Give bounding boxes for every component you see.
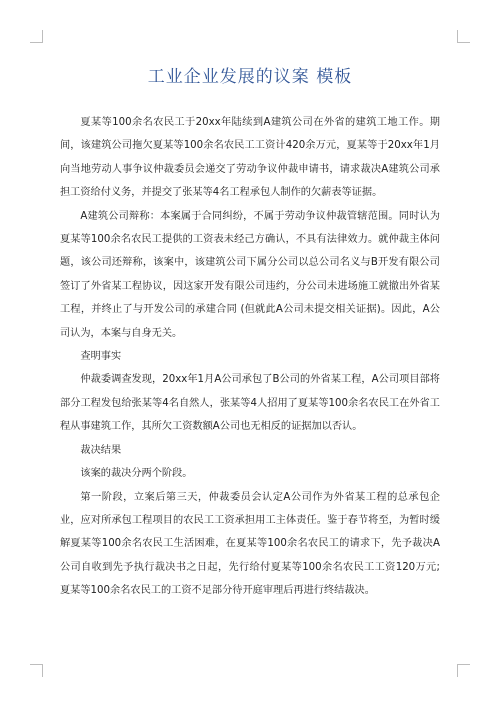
paragraph-ruling-stage-one: 第一阶段，立案后第三天，仲裁委员会认定A公司作为外省某工程的总承包企业，应对所承包工程项目的农民工工资承担用工主体责任。鉴于春节将至，为暂时缓解夏某等100余名农民工生活困难，在夏某等100余名农民工的请求下，先予裁决A公司自收到先予执行裁决书之日起，先行给付夏某等100余名农民工工资120万元; 夏某等100余名农民工的工资不足部分待开庭审理后再进行终结裁决。: [60, 491, 440, 597]
section-heading-ruling: 裁决结果: [80, 444, 122, 456]
paragraph-defense: A建筑公司辩称：本案属于合同纠纷，不属于劳动争议仲裁管辖范围。同时认为夏某等100余名农民工提供的工资表未经己方确认，不具有法律效力。就仲裁主体问题，该公司还辩称，该案中，该建筑公司下属分公司以总公司名义与B开发有限公司签订了外省某工程协议，因这家开发有限公司违约，分公司未进场施工就撤出外省某工程，并终止了与开发公司的承建合同 (但就此A公司未提交相关证据)。因此，A公司认为，本案与自身无关。: [60, 210, 440, 339]
paragraph-facts: 仲裁委调查发现，20xx年1月A公司承包了B公司的外省某工程，A公司项目部将部分工程发包给张某等4名自然人，张某等4人招用了夏某等100余名农民工在外省工程从事建筑工作，其所欠工资数额A公司也无相反的证据加以否认。: [60, 374, 440, 433]
crop-mark-top-right: [457, 30, 470, 43]
paragraph-background: 夏某等100余名农民工于20xx年陆续到A建筑公司在外省的建筑工地工作。期间，该建筑公司拖欠夏某等100余名农民工工资计420余万元，夏某等于20xx年1月向当地劳动人事争议仲裁委员会递交了劳动争议仲裁申请书，请求裁决A建筑公司承担工资给付义务，并提交了张某等4名工程承包人制作的欠薪表等证据。: [60, 117, 440, 199]
document-title: 工业企业发展的议案 模板: [147, 67, 353, 87]
section-heading-facts: 查明事实: [80, 351, 122, 363]
crop-mark-bottom-right: [457, 664, 470, 677]
paragraph-ruling-intro: 该案的裁决分两个阶段。: [80, 468, 193, 480]
crop-mark-bottom-left: [30, 664, 43, 677]
crop-mark-top-left: [30, 30, 43, 43]
document-body: [60, 111, 440, 603]
